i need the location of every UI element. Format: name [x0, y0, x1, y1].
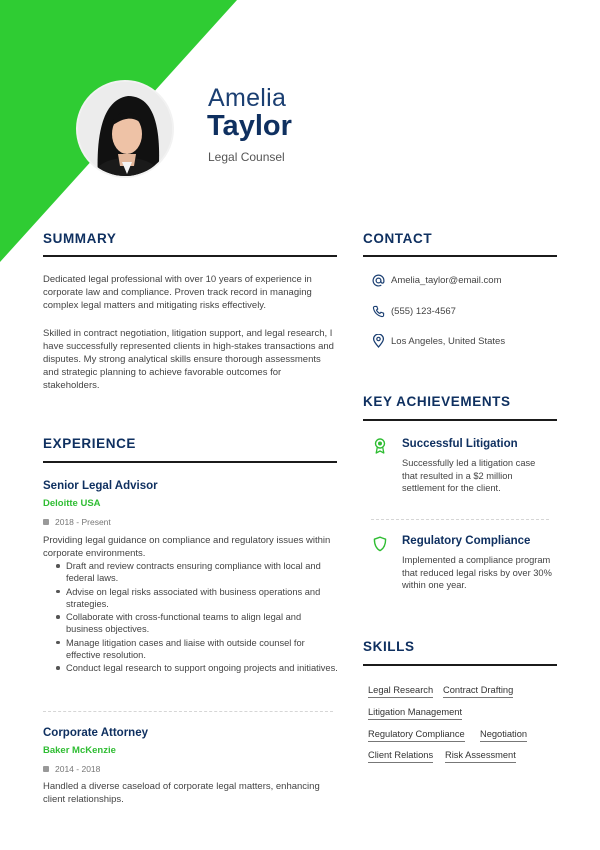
job-dates-text: 2018 - Present — [55, 517, 111, 527]
skill-tag: Litigation Management — [368, 707, 462, 720]
job-dates — [43, 517, 111, 527]
skills-heading: SKILLS — [363, 639, 415, 654]
skill-tag: Client Relations — [368, 750, 433, 763]
contact-rule — [363, 255, 557, 257]
skill-tag: Risk Assessment — [445, 750, 516, 763]
job-company: Baker McKenzie — [43, 745, 116, 756]
summary-paragraph-1: Dedicated legal professional with over 10 years of experience in corporate law and compliance. Proven track record in managing complex legal matters and mitigating risks effectively. — [43, 274, 312, 311]
profile-photo — [76, 80, 174, 178]
summary-paragraph-2: Skilled in contract negotiation, litigation support, and legal research, I have successfully represented clients in high-stakes transactions and disputes. My strong analytical skills ensure thorough assessments and strategic planning to achieve favorable outcomes for stakeholders. — [43, 328, 334, 391]
divider — [371, 519, 549, 520]
phone-icon — [371, 304, 385, 318]
phone-text: (555) 123-4567 — [391, 305, 456, 317]
job-title: Corporate Attorney — [43, 727, 148, 739]
contact-phone[interactable] — [371, 304, 456, 318]
achievements-heading: KEY ACHIEVEMENTS — [363, 394, 511, 409]
job-company: Deloitte USA — [43, 498, 101, 509]
email-text: Amelia_taylor@email.com — [391, 274, 502, 286]
job-description: Handled a diverse caseload of corporate legal matters, enhancing client relationships. — [43, 781, 320, 805]
list-item: Collaborate with cross-functional teams to align legal and business objectives. — [54, 611, 339, 635]
contact-location — [371, 334, 505, 348]
achievement-title: Successful Litigation — [402, 438, 518, 450]
last-name: Taylor — [207, 110, 292, 142]
achievements-rule — [363, 419, 557, 421]
list-item: Conduct legal research to support ongoing projects and initiatives. — [54, 662, 339, 674]
calendar-icon — [43, 519, 49, 525]
job-dates-text: 2014 - 2018 — [55, 764, 101, 774]
at-icon — [371, 273, 385, 287]
achievement-title: Regulatory Compliance — [402, 535, 531, 547]
calendar-icon — [43, 766, 49, 772]
list-item: Advise on legal risks associated with business operations and strategies. — [54, 586, 339, 610]
award-ribbon-icon — [373, 438, 387, 454]
job-dates — [43, 764, 100, 774]
contact-heading: CONTACT — [363, 231, 433, 246]
experience-heading: EXPERIENCE — [43, 436, 137, 451]
list-item: Manage litigation cases and liaise with outside counsel for effective resolution. — [54, 637, 339, 661]
list-item: Draft and review contracts ensuring compliance with local and federal laws. — [54, 560, 339, 584]
skill-tag: Negotiation — [480, 729, 527, 742]
job-description: Providing legal guidance on compliance and regulatory issues within corporate environments. — [43, 535, 331, 559]
job-role: Legal Counsel — [208, 150, 285, 164]
first-name: Amelia — [208, 84, 287, 112]
divider — [43, 711, 333, 712]
location-text: Los Angeles, United States — [391, 335, 506, 347]
skills-rule — [363, 664, 557, 666]
contact-email[interactable] — [371, 273, 501, 287]
summary-rule — [43, 255, 337, 257]
skill-tag: Legal Research — [368, 685, 433, 698]
achievement-description: Successfully led a litigation case that resulted in a $2 million settlement for the client. — [402, 458, 536, 493]
skill-tag: Regulatory Compliance — [368, 729, 465, 742]
experience-rule — [43, 461, 337, 463]
achievement-description: Implemented a compliance program that reduced legal risks by over 30% within one year. — [402, 555, 552, 590]
summary-heading: SUMMARY — [43, 231, 117, 246]
shield-icon — [373, 536, 387, 552]
location-pin-icon — [371, 334, 385, 348]
job-bullets — [54, 560, 339, 676]
skill-tag: Contract Drafting — [443, 685, 513, 698]
job-title: Senior Legal Advisor — [43, 480, 158, 492]
